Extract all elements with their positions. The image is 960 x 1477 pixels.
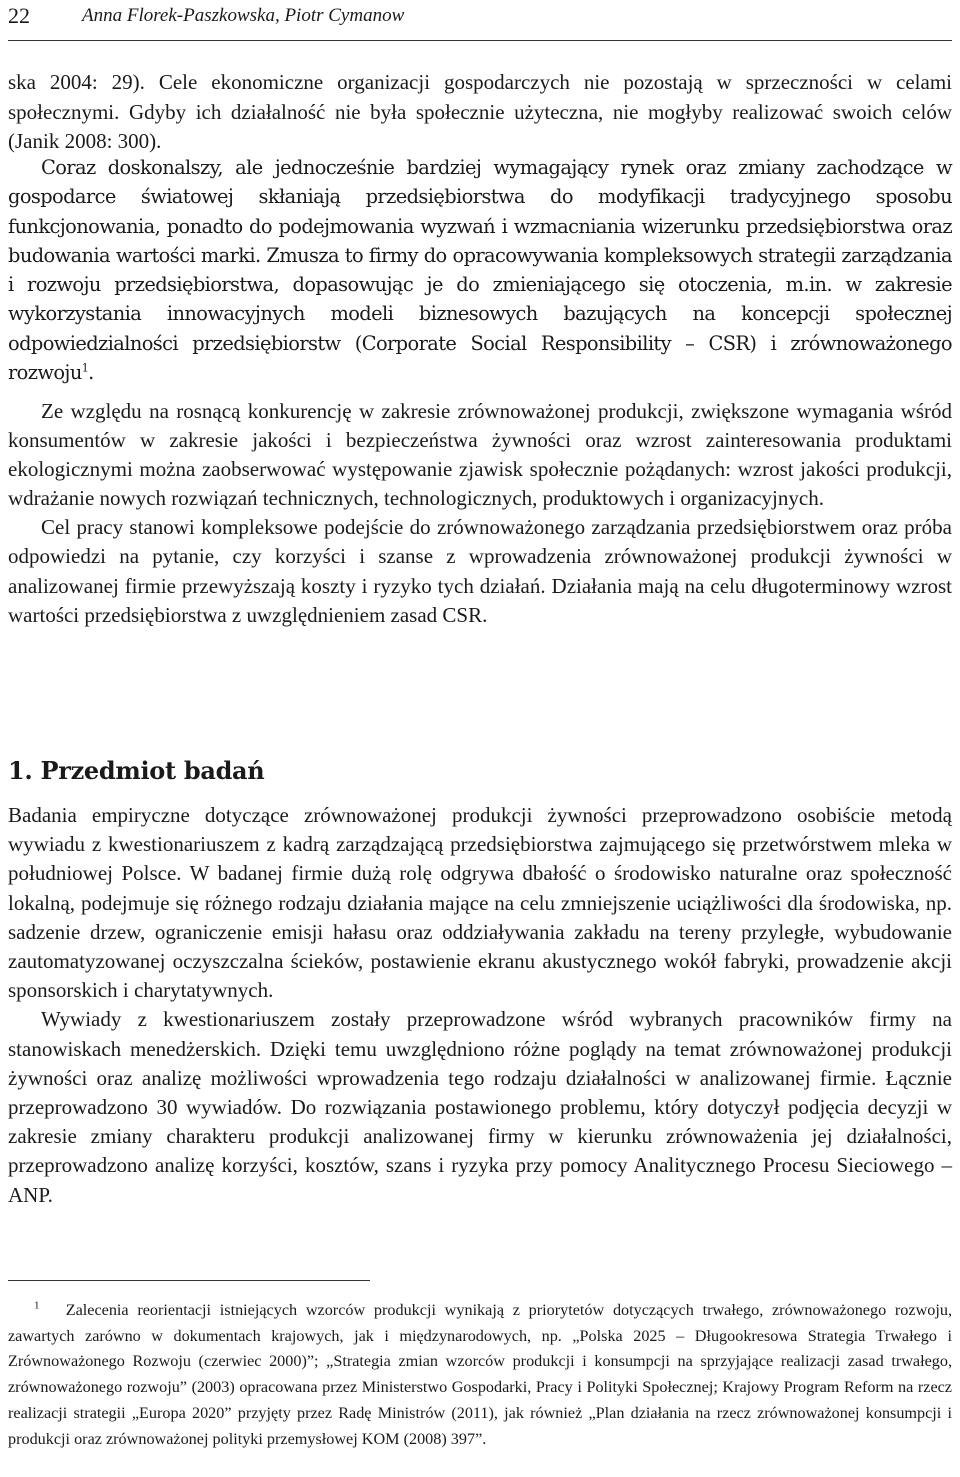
paragraph-aim: Cel pracy stanowi kompleksowe podejście do zrównoważonego zarządzania przedsiębiorstwem oraz próba odpowiedzi na pytanie, czy korzyści i szanse z wprowadzenia zrównoważonej produkcji żywności w analizowanej firmie przewyższają koszty i ryzyko tych działań. Działania mają na celu długoterminowy wzrost wartości przedsiębiorstwa z uwzględnieniem zasad CSR.: [8, 515, 952, 627]
paragraph-research-method: Badania empiryczne dotyczące zrównoważonej produkcji żywności przeprowadzono osobiście metodą wywiadu z kwestionariuszem z kadrą zarządzającą przedsiębiorstwa zajmującego się przetwórstwem mleka w południowej Polsce. W badanej firmie dużą rolę odgrywa dbałość o środowisko naturalne oraz społeczność lokalną, podejmuje się różnego rodzaju działania mające na celu zmniejszenie uciążliwości dla środowiska, np. sadzenie drzew, ograniczenie emisji hałasu oraz oddziaływania zakładu na tereny przyległe, wybudowanie zautomatyzowanej oczyszczalna ścieków, postawienie ekranu akustycznego wokół fabryki, prowadzenie akcji sponsorskich i charytatywnych.: [8, 803, 952, 1003]
footnote-separator: [8, 1280, 370, 1281]
section-heading: 1. Przedmiot badań: [8, 756, 265, 785]
footnote-text: Zalecenia reorientacji istniejących wzorców produkcji wynikają z priorytetów dotyczących trwałego, zrównoważonego rozwoju, zawartych zarówno w dokumentach krajowych, jak i międzynarodowych, np. „Polska 2025 – Długookresowa Strategia Trwałego i Zrównoważonego Rozwoju (czerwiec 2000)”; „Strategia zmian wzorców produkcji i konsumpcji na sprzyjające realizacji zasad trwałego, zrównoważonego rozwoju” (2003) opracowana przez Ministerstwo Gospodarki, Pracy i Polityki Społecznej; Krajowy Program Reform na rzecz realizacji strategii „Europa 2020” przyjęty przez Radę Ministrów (2011), jak również „Plan działania na rzecz zrównoważonej konsumpcji i produkcji oraz zrównoważonej polityki przemysłowej KOM (2008) 397”.: [8, 1301, 952, 1448]
body-block-goals: [8, 397, 952, 630]
paragraph-market-end: .: [88, 361, 94, 385]
body-block-section: [8, 801, 952, 1210]
paragraph-interviews: Wywiady z kwestionariuszem zostały przeprowadzone wśród wybranych pracowników firmy na stanowiskach menedżerskich. Dzięki temu uwzględniono różne poglądy na temat zrównoważonej produkcji żywności oraz analizę możliwości wprowadzenia tego rodzaju działalności w analizowanej firmie. Łącznie przeprowadzono 30 wywiadów. Do rozwiązania postawionego problemu, który dotyczył podjęcia decyzji w zakresie zmiany charakteru produkcji analizowanej firmy w kierunku zrównoważenia jej działalności, przeprowadzono analizę korzyści, kosztów, szans i ryzyka przy pomocy Analitycznego Procesu Sieciowego – ANP.: [8, 1007, 952, 1207]
footnote-reference[interactable]: 1: [81, 361, 89, 375]
footnote-number: 1: [34, 1299, 40, 1312]
paragraph-market: [8, 153, 952, 387]
page-number: 22: [8, 3, 30, 28]
paragraph-competition: Ze względu na rosnącą konkurencję w zakresie zrównoważonej produkcji, zwiększone wymagania wśród konsumentów w zakresie jakości i bezpieczeństwa żywności oraz wzrost zainteresowania produktami ekologicznymi można zaobserwować występowanie zjawisk społecznie pożądanych: wzrost jakości produkcji, wdrażanie nowych rozwiązań technicznych, technologicznych, produktowych i organizacyjnych.: [8, 399, 952, 511]
paragraph-market-text: Coraz doskonalszy, ale jednocześnie bardziej wymagający rynek oraz zmiany zachodzące w gospodarce światowej skłaniają przedsiębiorstwa do modyfikacji tradycyjnego sposobu funkcjonowania, ponadto do podejmowania wyzwań i wzmacniania wizerunku przedsiębiorstwa oraz budowania wartości marki. Zmusza to firmy do opracowywania kompleksowych strategii zarządzania i rozwoju przedsiębiorstwa, dopasowując je do zmieniającego się otoczenia, m.in. w zakresie wykorzystania innowacyjnych modeli biznesowych bazujących na koncepcji społecznej odpowiedzialności przedsiębiorstw (Corporate Social Responsibility – CSR) i zrównoważonego rozwoju: [8, 156, 952, 385]
running-head-authors: Anna Florek-Paszkowska, Piotr Cymanow: [82, 5, 405, 26]
footnote: [8, 1298, 952, 1452]
body-block-intro: [8, 68, 952, 157]
body-block-market: [8, 153, 952, 387]
paragraph-continuation: ska 2004: 29). Cele ekonomiczne organizacji gospodarczych nie pozostają w sprzeczności w celami społecznymi. Gdyby ich działalność nie była społecznie użyteczna, nie mogłyby realizować swoich celów (Janik 2008: 300).: [8, 70, 952, 153]
running-head: [8, 0, 952, 41]
